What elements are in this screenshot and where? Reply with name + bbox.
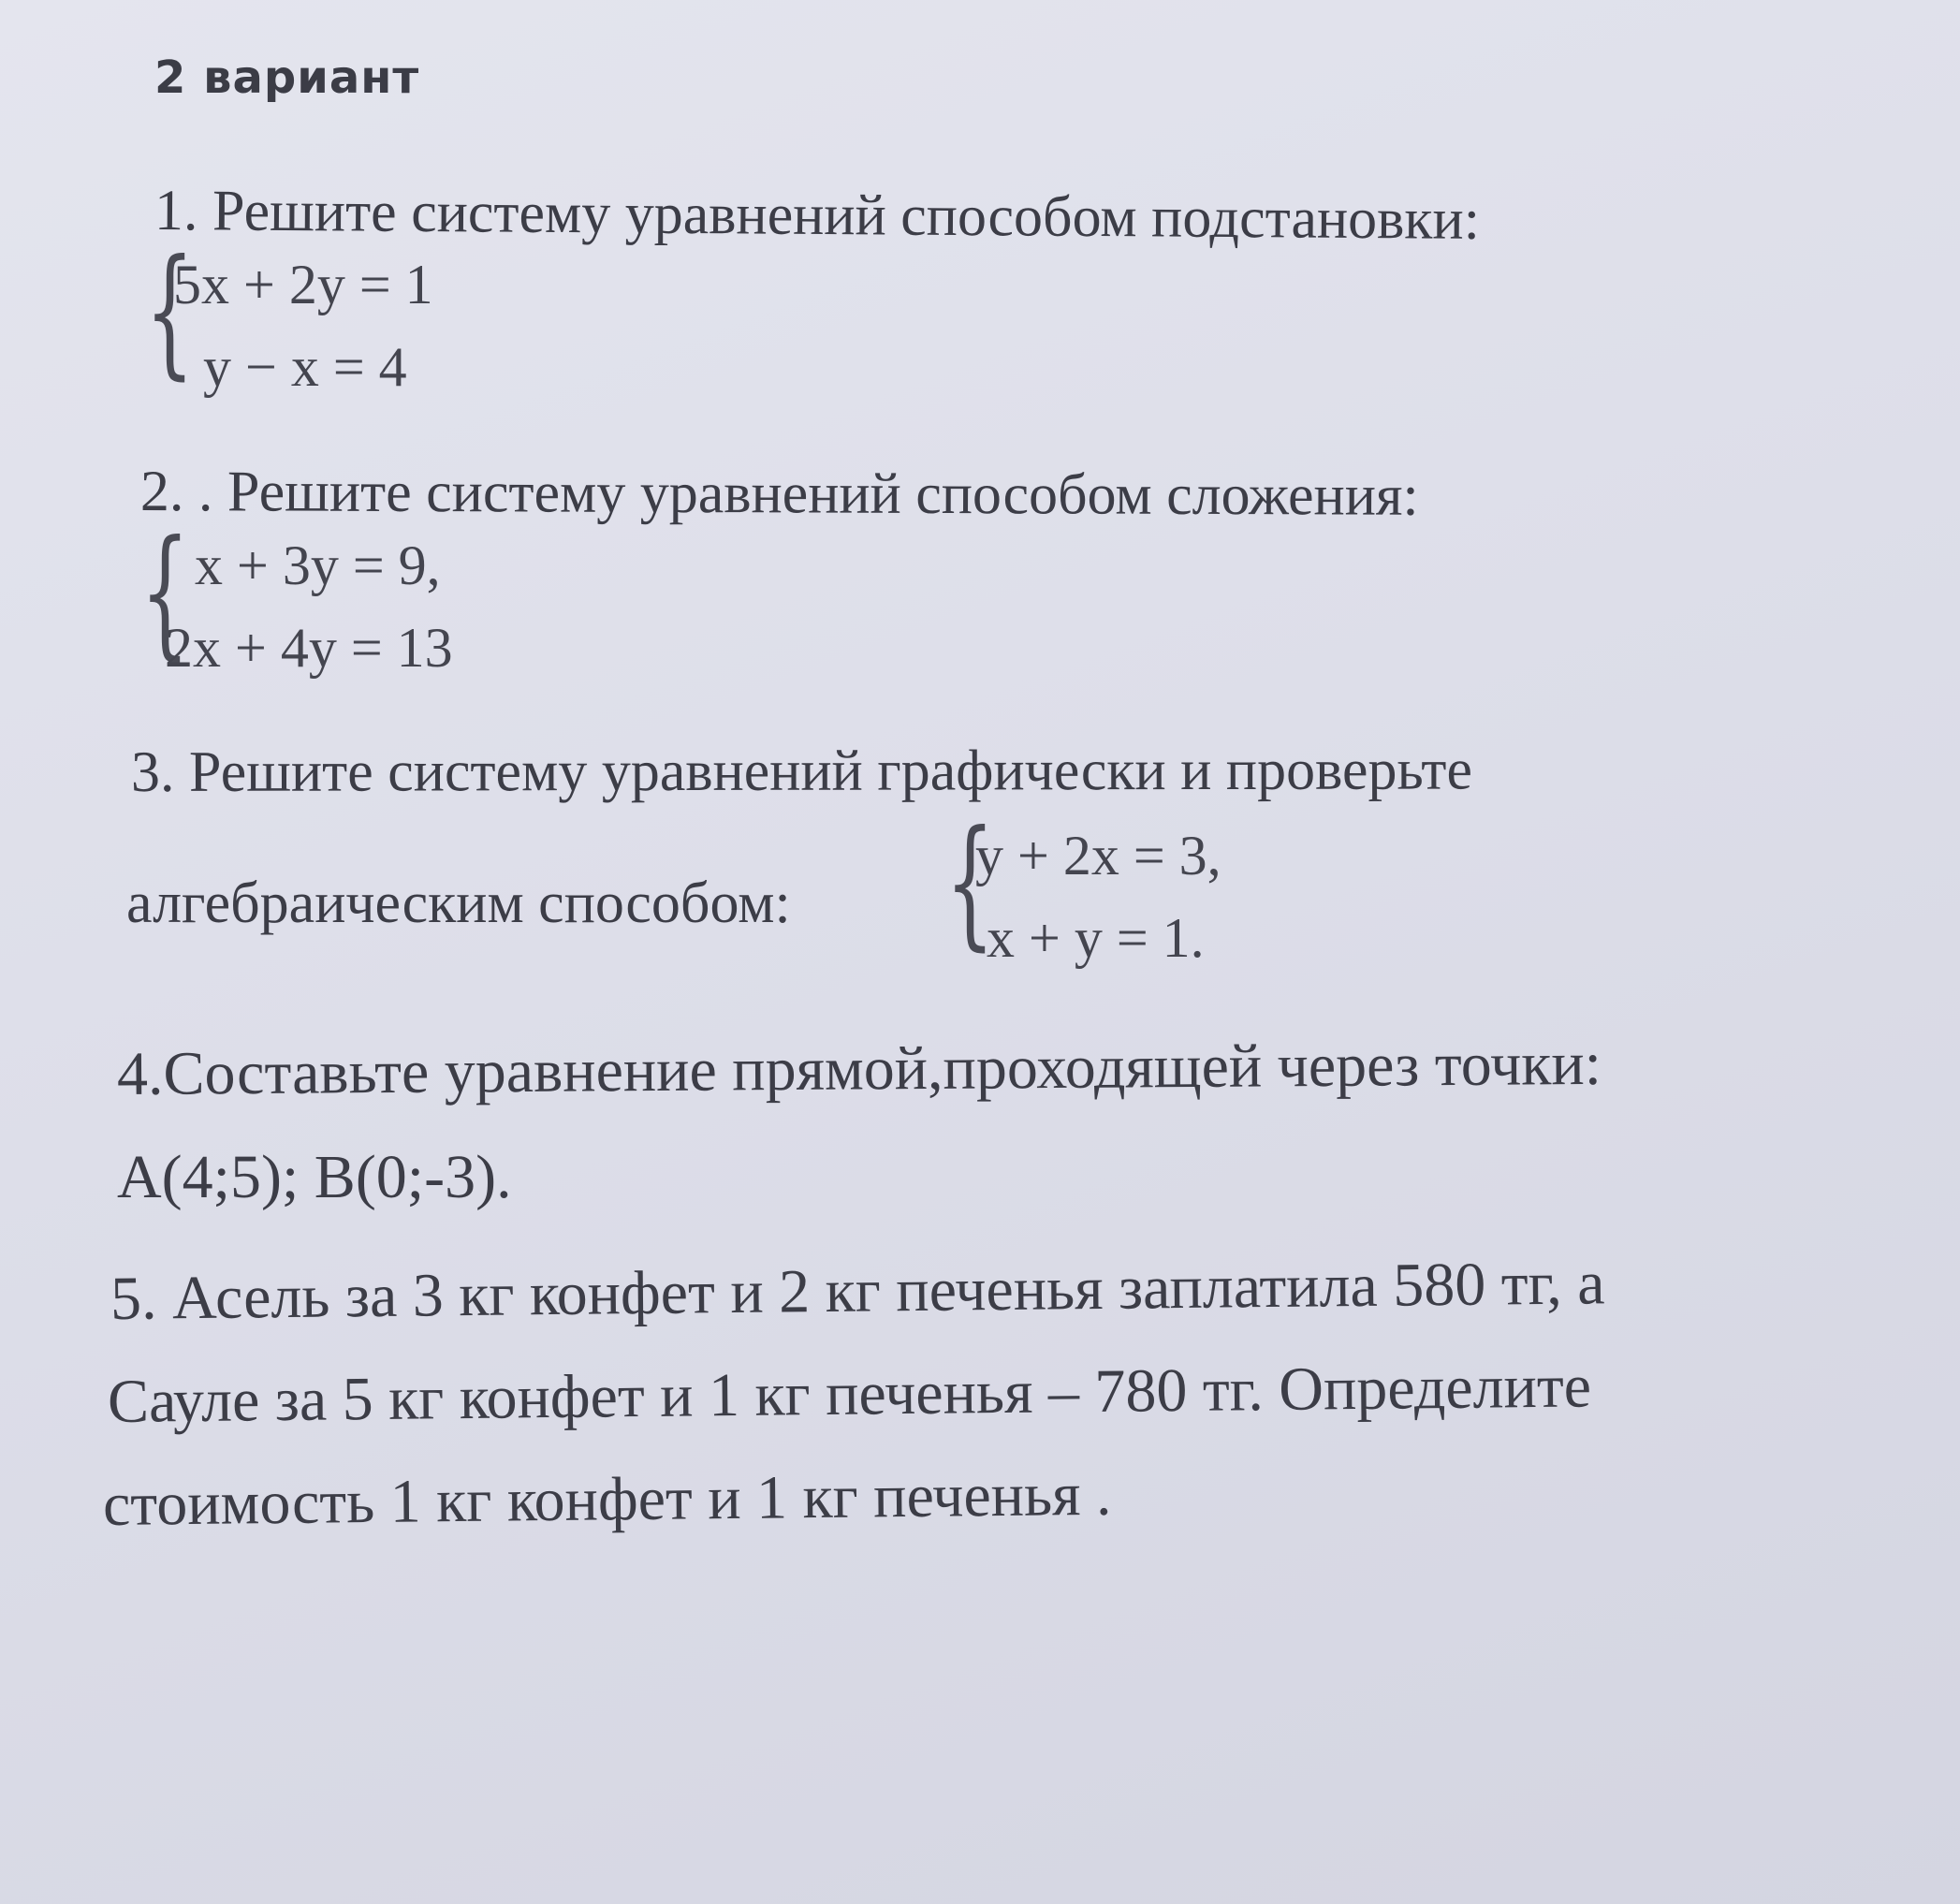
task-3-equation-1: y + 2x = 3,: [975, 825, 1221, 886]
task-1-text: 1. Решите систему уравнений способом подстановки:: [154, 179, 1481, 252]
task-5-line-1: 5. Асель за 3 кг конфет и 2 кг печенья заплатила 580 тг, а: [110, 1249, 1605, 1333]
task-3-text-continued: алгебраическим способом:: [126, 871, 791, 935]
task-3-text: 3. Решите систему уравнений графически и проверьте: [130, 738, 1473, 804]
task-3-equation-2: x + y = 1.: [987, 907, 1205, 969]
brace-icon: {: [140, 511, 190, 674]
task-2-equation-2: 2x + 4y = 13: [165, 617, 453, 679]
task-5-line-3: стоимость 1 кг конфет и 1 кг печенья .: [102, 1459, 1112, 1539]
task-4-text: 4.Составьте уравнение прямой,проходящей через точки:: [116, 1029, 1602, 1108]
task-1-equation-1: 5x + 2y = 1: [173, 254, 433, 315]
variant-title: 2 вариант: [154, 51, 420, 104]
task-1-equation-2: y − x = 4: [203, 336, 407, 398]
task-2-equation-1: x + 3y = 9,: [195, 535, 441, 596]
brace-icon: {: [945, 801, 995, 964]
task-4-points: A(4;5); B(0;-3).: [117, 1143, 512, 1211]
task-5-line-2: Сауле за 5 кг конфет и 1 кг печенья – 780 тг. Определите: [107, 1352, 1592, 1436]
brace-icon: {: [145, 230, 195, 393]
task-2-text: 2. . Решите систему уравнений способом сложения:: [139, 460, 1419, 528]
